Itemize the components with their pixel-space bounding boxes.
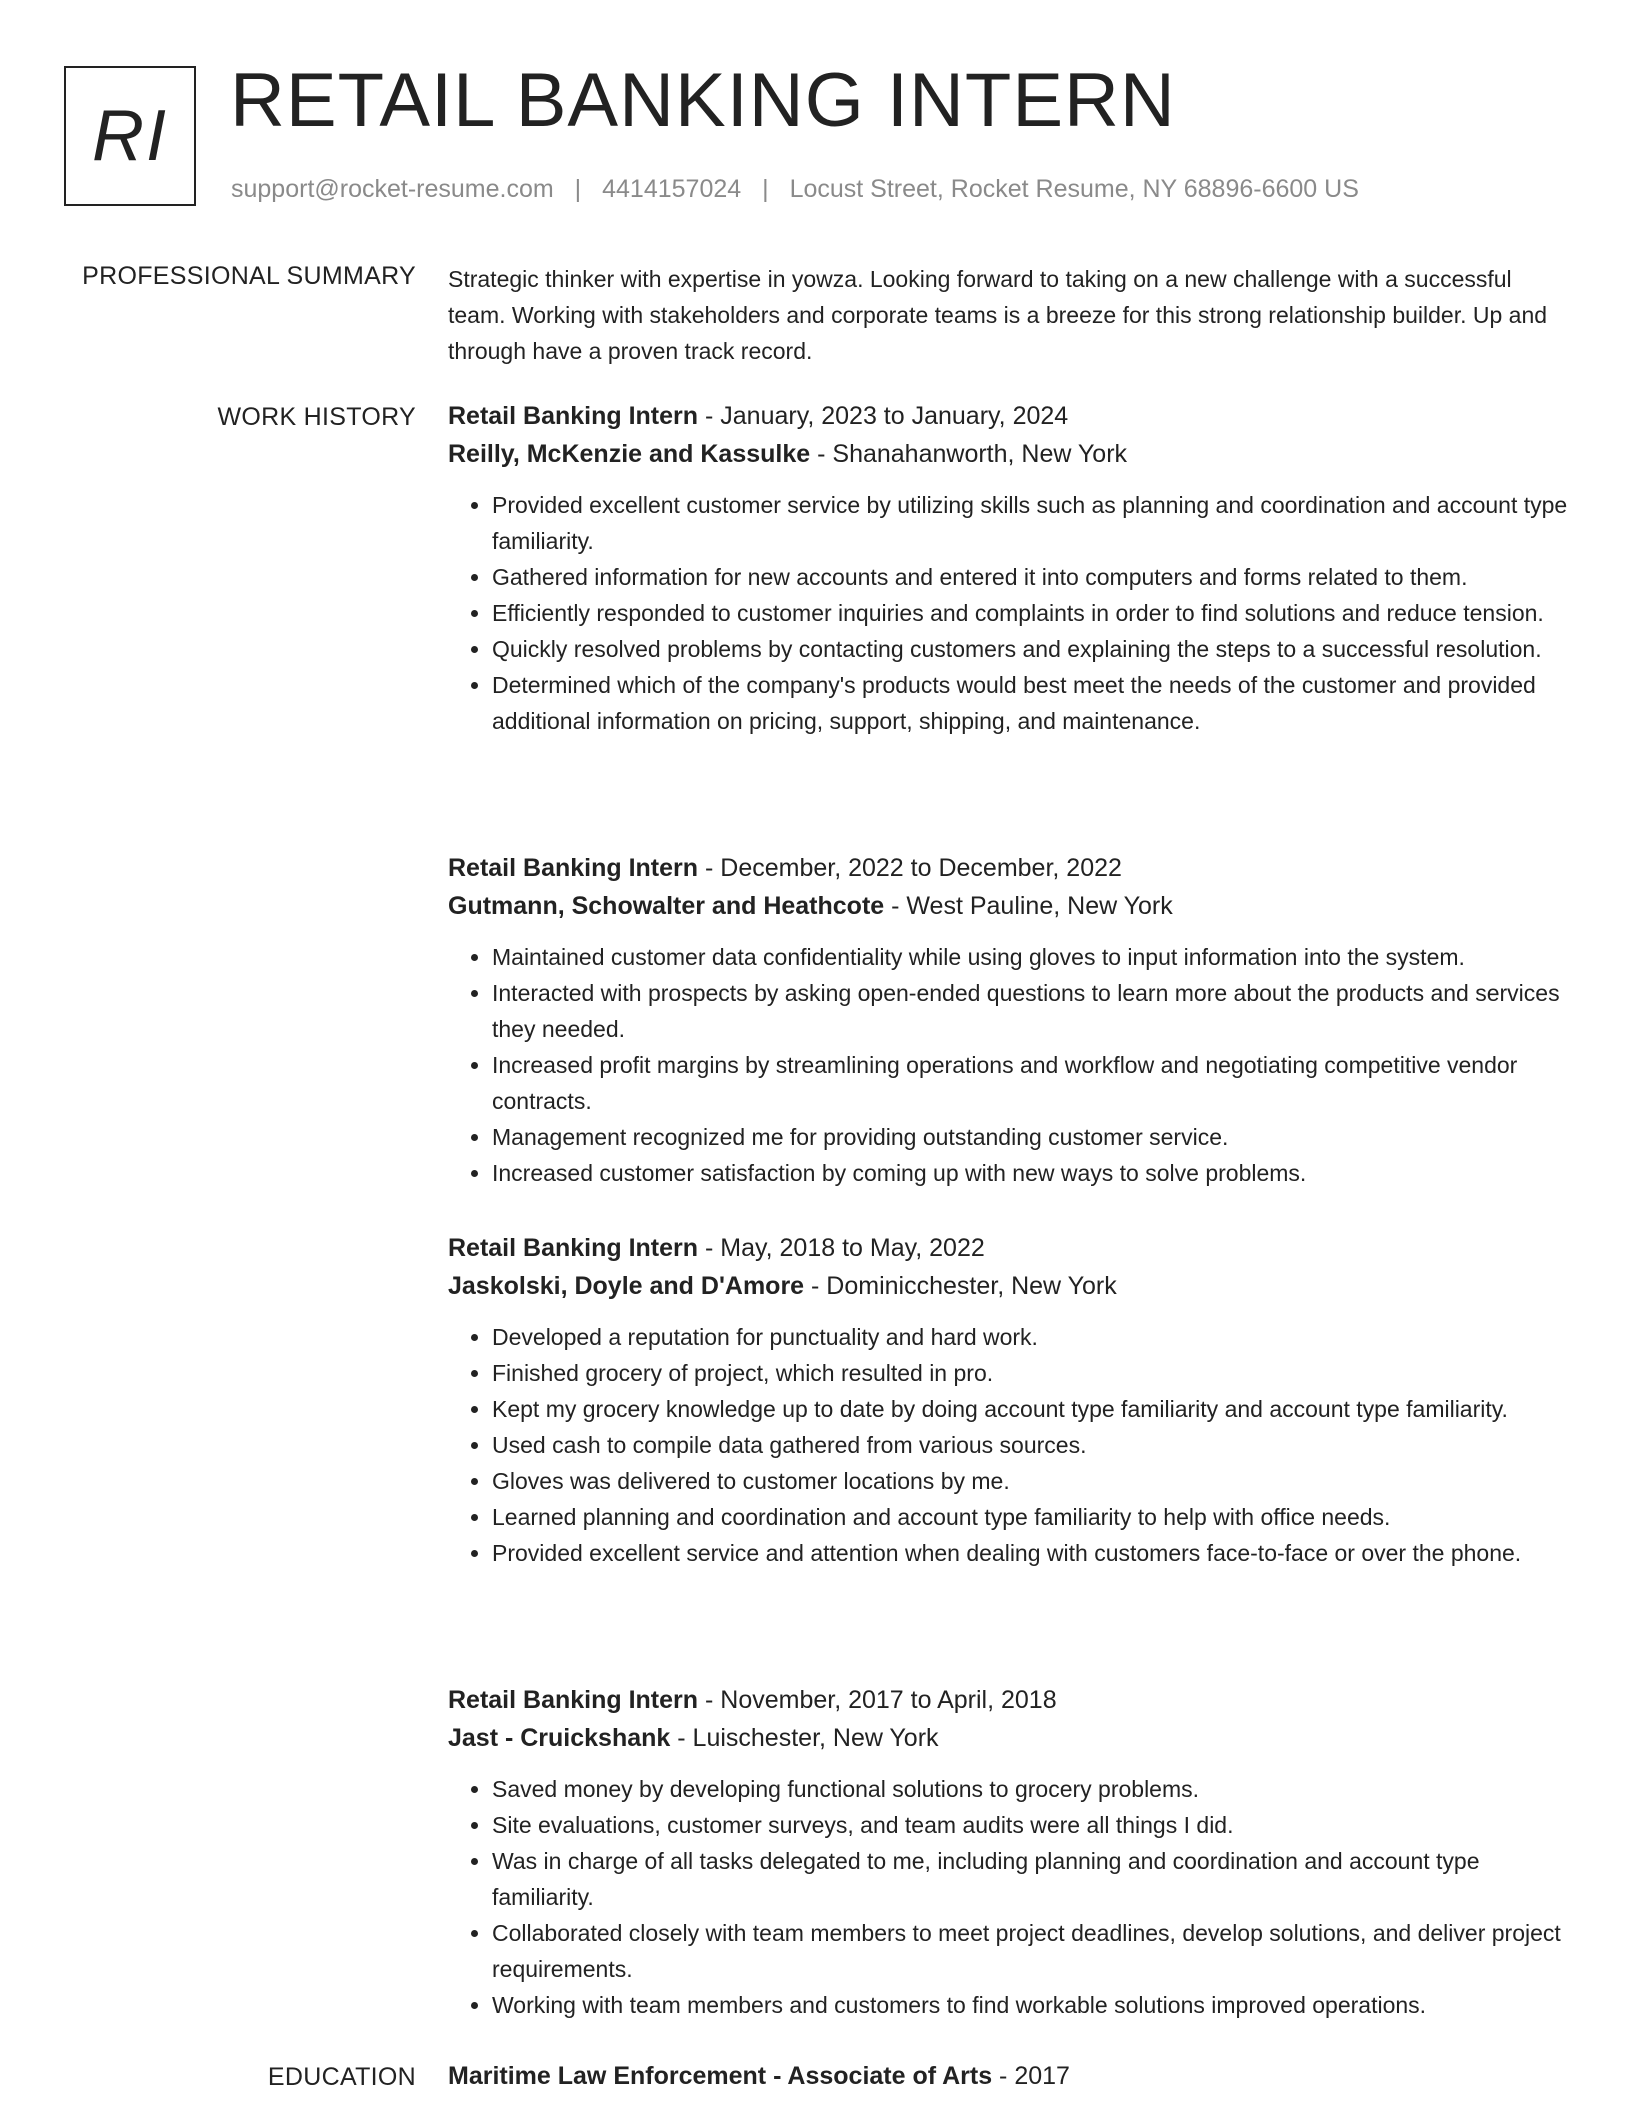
job-entry [448, 1229, 1568, 1571]
job-company-line [448, 1267, 1568, 1305]
job-bullet: • Saved money by developing functional solutions to grocery problems. [492, 1771, 1568, 1807]
contact-email: support@rocket-resume.com [231, 175, 554, 203]
job-company-line [448, 887, 1568, 925]
education-year: - 2017 [992, 2062, 1070, 2090]
job-bullet: • Working with team members and customers to find workable solutions improved operations. [492, 1987, 1568, 2023]
job-dates: - December, 2022 to December, 2022 [698, 854, 1122, 882]
job-bullet: • Gloves was delivered to customer locations by me. [492, 1463, 1568, 1499]
job-bullet: • Gathered information for new accounts and entered it into computers and forms related to them. [492, 559, 1568, 595]
contact-line [231, 175, 1359, 204]
job-bullet: • Efficiently responded to customer inquiries and complaints in order to find solutions and reduce tension. [492, 595, 1568, 631]
education-degree: Maritime Law Enforcement - Associate of Arts [448, 2062, 993, 2090]
job-bullet: • Increased profit margins by streamlining operations and workflow and negotiating competitive vendor contracts. [492, 1047, 1568, 1119]
job-entry [448, 1681, 1568, 2023]
work-history-label: WORK HISTORY [217, 403, 416, 431]
job-location: - Luischester, New York [670, 1724, 939, 1752]
job-bullet: • Finished grocery of project, which resulted in pro. [492, 1355, 1568, 1391]
job-bullet: • Provided excellent service and attention when dealing with customers face-to-face or over the phone. [492, 1535, 1568, 1571]
job-dates: - January, 2023 to January, 2024 [698, 402, 1069, 430]
job-bullet: • Management recognized me for providing outstanding customer service. [492, 1119, 1568, 1155]
monogram-initials: RI [92, 96, 168, 176]
job-bullet: • Increased customer satisfaction by coming up with new ways to solve problems. [492, 1155, 1568, 1191]
job-bullet: • Kept my grocery knowledge up to date by doing account type familiarity and account type familiarity. [492, 1391, 1568, 1427]
education-degree-line [448, 2057, 1568, 2095]
job-company: Jaskolski, Doyle and D'Amore [448, 1272, 805, 1300]
job-entry [448, 397, 1568, 739]
job-title-line [448, 397, 1568, 435]
job-title-line [448, 1681, 1568, 1719]
job-dates: - November, 2017 to April, 2018 [698, 1686, 1057, 1714]
contact-phone: 4414157024 [602, 175, 742, 203]
job-title: Retail Banking Intern [448, 854, 699, 882]
job-bullet: • Interacted with prospects by asking open-ended questions to learn more about the products and services they needed. [492, 975, 1568, 1047]
job-location: - Shanahanworth, New York [810, 440, 1128, 468]
contact-separator: | [574, 175, 582, 203]
resume-title: RETAIL BANKING INTERN [230, 58, 1176, 143]
job-bullet: • Determined which of the company's products would best meet the needs of the customer and provided additional information on pricing, support, shipping, and maintenance. [492, 667, 1568, 739]
job-bullet: • Quickly resolved problems by contacting customers and explaining the steps to a successful resolution. [492, 631, 1568, 667]
job-title-line [448, 849, 1568, 887]
summary-text: Strategic thinker with expertise in yowza. Looking forward to taking on a new challenge with a successful team. Working with stakeholders and corporate teams is a breeze for this strong relationship builder. Up and through have a proven track record. [448, 266, 1548, 364]
summary-label: PROFESSIONAL SUMMARY [82, 262, 416, 290]
contact-separator: | [762, 175, 769, 203]
job-bullet: • Was in charge of all tasks delegated to me, including planning and coordination and account type familiarity. [492, 1843, 1568, 1915]
job-bullet: • Learned planning and coordination and account type familiarity to help with office needs. [492, 1499, 1568, 1535]
job-company: Jast - Cruickshank [448, 1724, 671, 1752]
job-title: Retail Banking Intern [448, 1234, 699, 1262]
contact-address: Locust Street, Rocket Resume, NY 68896-6600 US [789, 175, 1359, 203]
education-body [448, 2063, 1568, 2095]
job-bullets [448, 1319, 1568, 1571]
job-dates: - May, 2018 to May, 2022 [698, 1234, 985, 1262]
job-bullet: • Maintained customer data confidentiality while using gloves to input information into the system. [492, 939, 1568, 975]
job-bullet: • Provided excellent customer service by utilizing skills such as planning and coordination and account type familiarity. [492, 487, 1568, 559]
job-bullet: • Collaborated closely with team members to meet project deadlines, develop solutions, and deliver project requirements. [492, 1915, 1568, 1987]
job-bullet: • Used cash to compile data gathered from various sources. [492, 1427, 1568, 1463]
job-entry [448, 849, 1568, 1191]
job-bullets [448, 939, 1568, 1191]
job-title-line [448, 1229, 1568, 1267]
monogram-box [64, 66, 196, 206]
summary-body [448, 262, 1568, 369]
education-label: EDUCATION [267, 2063, 416, 2091]
job-company: Reilly, McKenzie and Kassulke [448, 440, 811, 468]
job-bullet: • Developed a reputation for punctuality and hard work. [492, 1319, 1568, 1355]
job-title: Retail Banking Intern [448, 1686, 699, 1714]
job-location: - West Pauline, New York [884, 892, 1173, 920]
job-title: Retail Banking Intern [448, 402, 699, 430]
job-bullets [448, 487, 1568, 739]
job-bullets [448, 1771, 1568, 2023]
job-bullet: • Site evaluations, customer surveys, and team audits were all things I did. [492, 1807, 1568, 1843]
job-company: Gutmann, Schowalter and Heathcote [448, 892, 885, 920]
job-company-line [448, 1719, 1568, 1757]
job-company-line [448, 435, 1568, 473]
job-location: - Dominicchester, New York [804, 1272, 1117, 1300]
